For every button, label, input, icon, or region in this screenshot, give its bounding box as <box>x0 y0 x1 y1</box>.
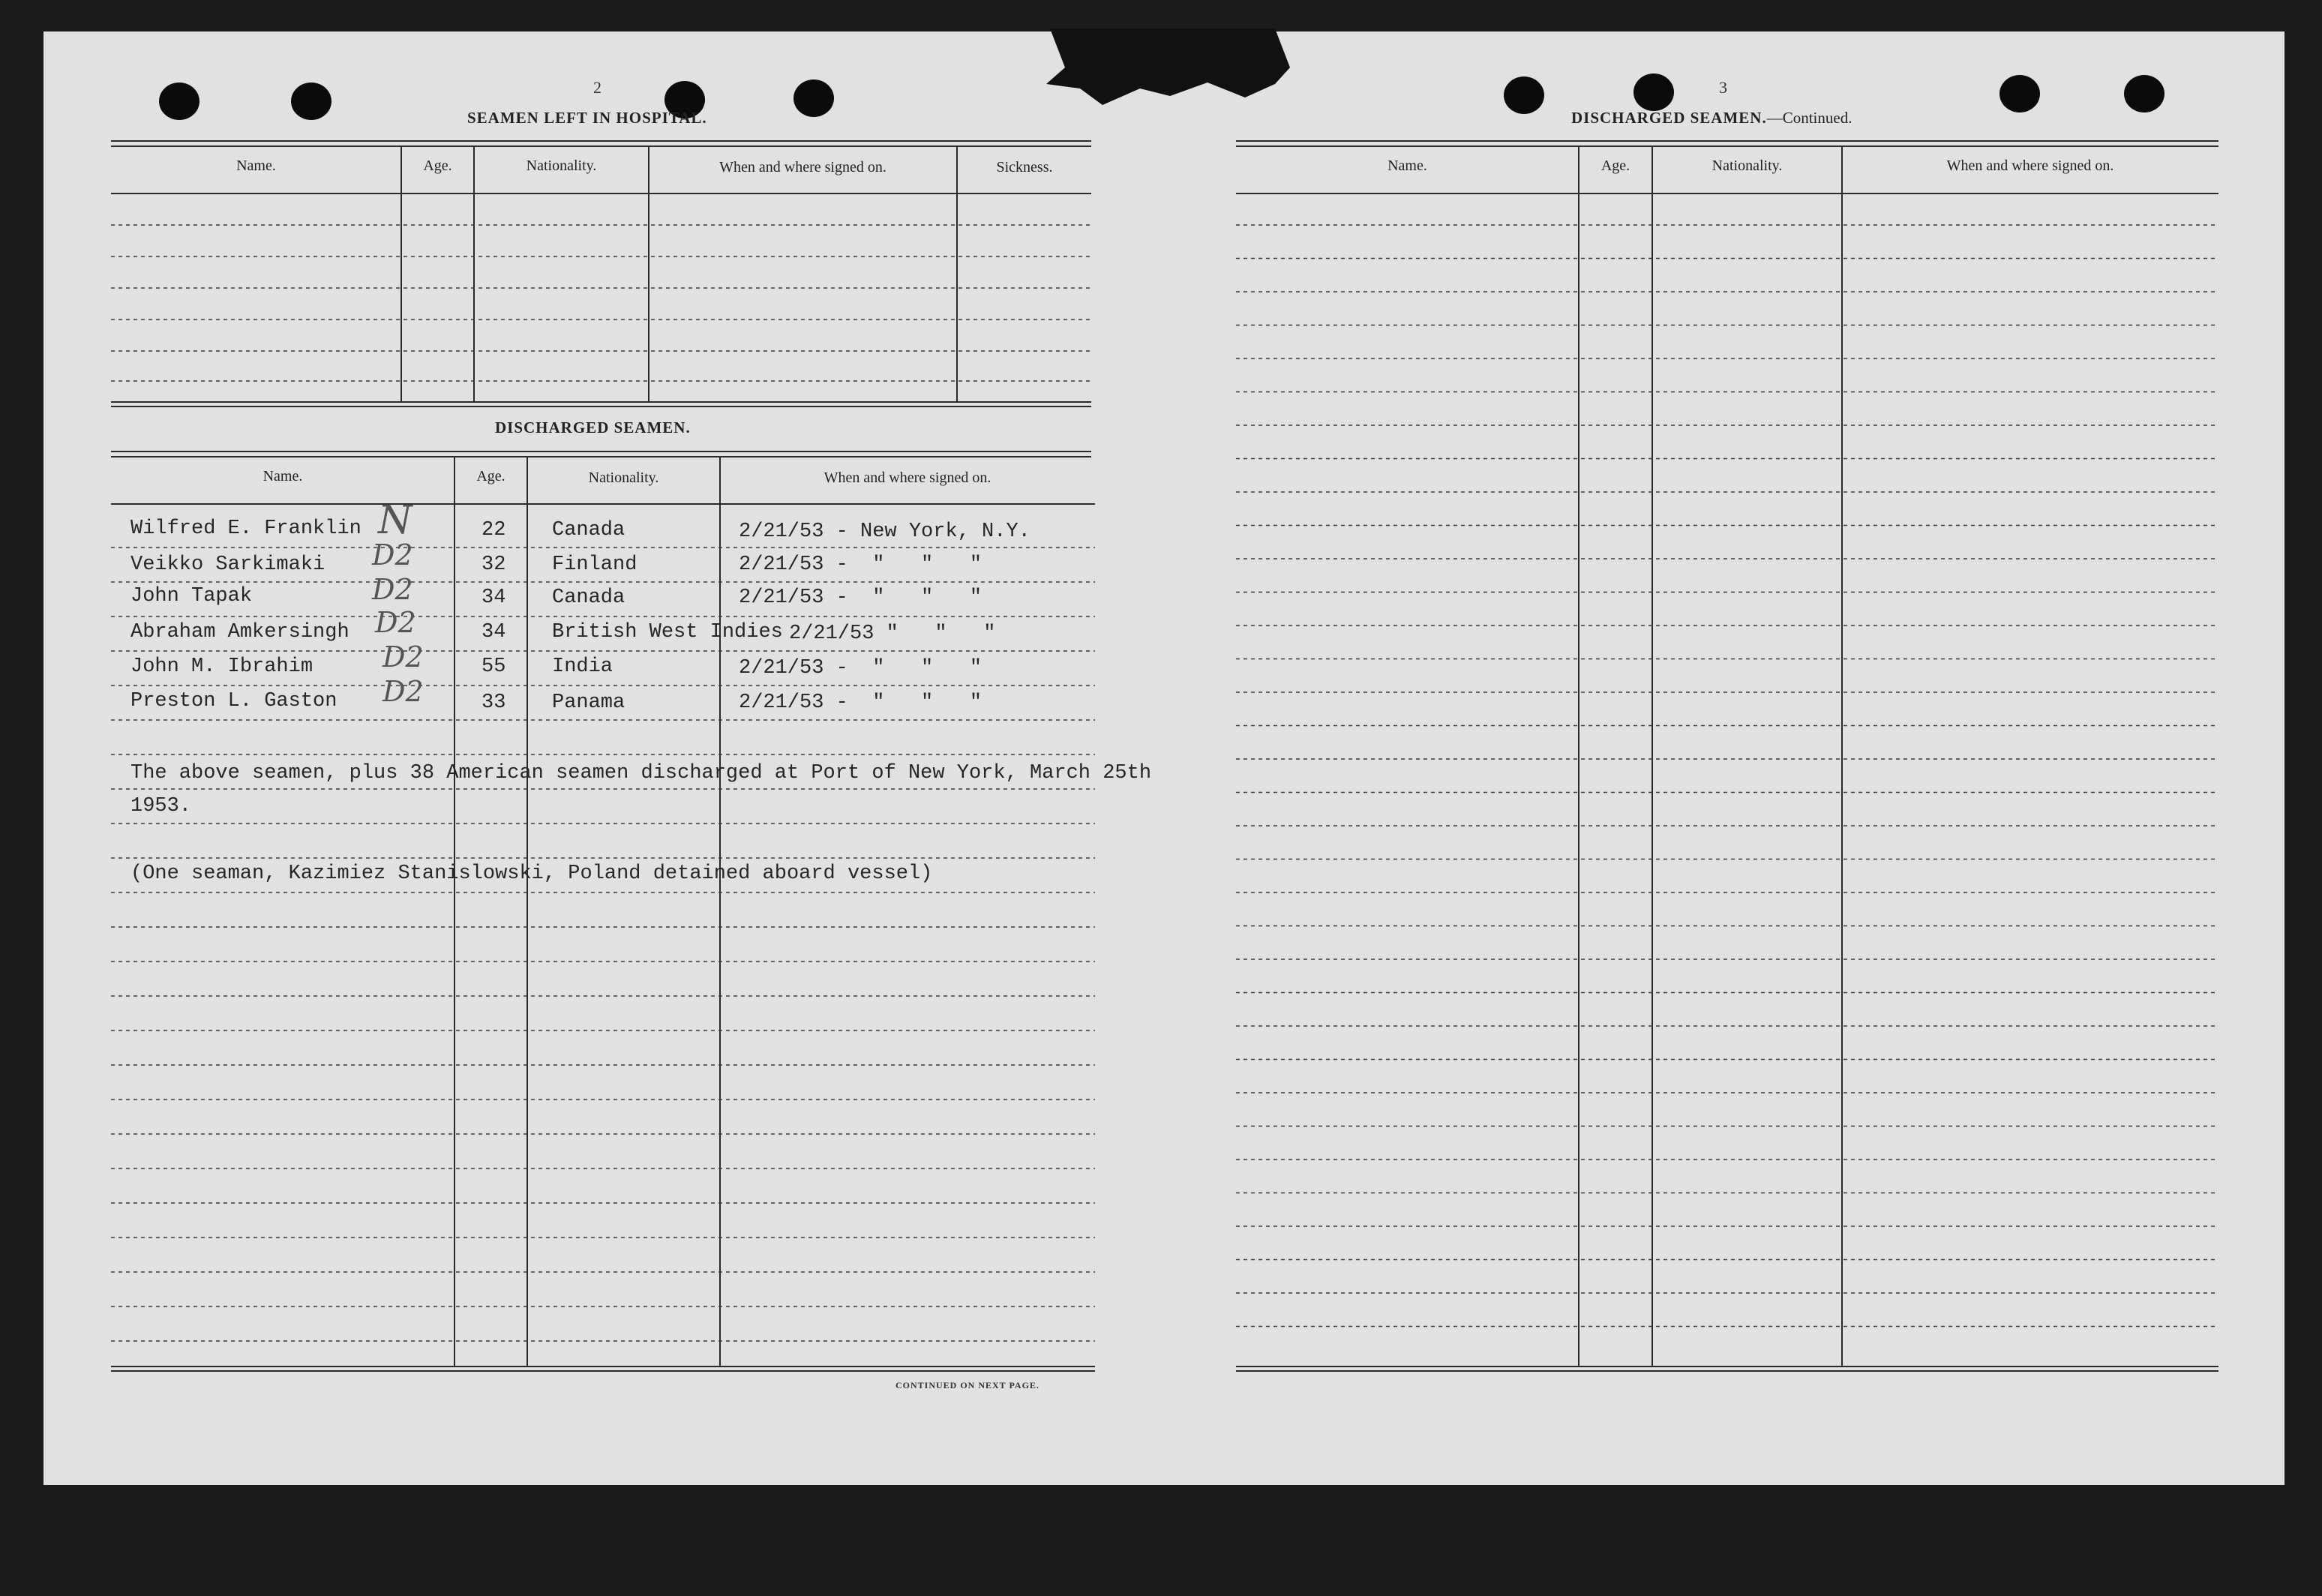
right-title-main: DISCHARGED SEAMEN. <box>1571 109 1767 127</box>
hospital-col-signed-on: When and where signed on. <box>719 159 886 176</box>
detained-note: (One seaman, Kazimiez Stanislowski, Poland detained aboard vessel) <box>130 862 933 885</box>
seaman-name: Wilfred E. Franklin <box>130 518 362 540</box>
seaman-nationality: Panama <box>552 692 626 714</box>
seaman-signed-on: 2/21/53 - New York, N.Y. <box>739 520 1030 543</box>
right-col-name: Name. <box>1388 158 1427 174</box>
hospital-col-sickness: Sickness. <box>996 159 1053 176</box>
seaman-age: 33 <box>482 692 506 714</box>
discharge-note: The above seamen, plus 38 American seamen discharged at Port of New York, March 25th <box>130 762 1152 784</box>
right-title-suffix: —Continued. <box>1766 109 1852 127</box>
handwritten-mark: D2 <box>372 573 413 606</box>
discharged-col-name: Name. <box>262 468 303 484</box>
seaman-nationality: Canada <box>552 586 626 609</box>
seaman-age: 55 <box>482 656 506 678</box>
seaman-nationality: British West Indies <box>552 621 783 644</box>
hospital-col-nationality: Nationality. <box>526 158 597 174</box>
discharge-note-year: 1953. <box>130 795 192 818</box>
discharged-col-signed-on: When and where signed on. <box>824 470 992 486</box>
continued-footer: CONTINUED ON NEXT PAGE. <box>896 1380 1040 1390</box>
seaman-age: 32 <box>482 554 506 576</box>
seaman-age: 34 <box>482 621 506 644</box>
seaman-age: 34 <box>482 586 506 609</box>
seaman-signed-on: 2/21/53 " " " <box>789 622 996 645</box>
right-col-nationality: Nationality. <box>1712 158 1783 174</box>
seaman-name: Abraham Amkersingh <box>130 621 350 644</box>
discharged-col-nationality: Nationality. <box>588 470 659 486</box>
handwritten-mark: D2 <box>372 538 413 572</box>
discharged-col-age: Age. <box>476 468 506 484</box>
seaman-age: 22 <box>482 519 506 542</box>
seaman-name: Veikko Sarkimaki <box>130 554 326 576</box>
right-col-signed-on: When and where signed on. <box>1946 158 2114 174</box>
page-number: 2 <box>593 78 602 97</box>
seaman-signed-on: 2/21/53 - " " " <box>739 554 982 576</box>
discharged-section-title: DISCHARGED SEAMEN. <box>495 418 691 436</box>
seaman-signed-on: 2/21/53 - " " " <box>739 692 982 714</box>
seaman-name: John Tapak <box>130 585 253 608</box>
right-section-title <box>1571 109 1852 128</box>
seaman-name: Preston L. Gaston <box>130 690 338 712</box>
hospital-section-title: SEAMEN LEFT IN HOSPITAL. <box>467 109 707 127</box>
hospital-col-age: Age. <box>423 158 452 174</box>
seaman-nationality: India <box>552 656 614 678</box>
handwritten-mark: D2 <box>382 675 424 708</box>
handwritten-mark: D2 <box>375 606 416 639</box>
right-col-age: Age. <box>1600 158 1630 174</box>
seaman-signed-on: 2/21/53 - " " " <box>739 586 982 609</box>
seaman-signed-on: 2/21/53 - " " " <box>739 657 982 680</box>
seaman-nationality: Canada <box>552 519 626 542</box>
seaman-name: John M. Ibrahim <box>130 656 314 678</box>
handwritten-mark: D2 <box>382 640 424 674</box>
page-number: 3 <box>1719 78 1727 97</box>
handwritten-mark: N <box>378 498 412 543</box>
hospital-col-name: Name. <box>236 158 276 174</box>
seaman-nationality: Finland <box>552 554 638 576</box>
